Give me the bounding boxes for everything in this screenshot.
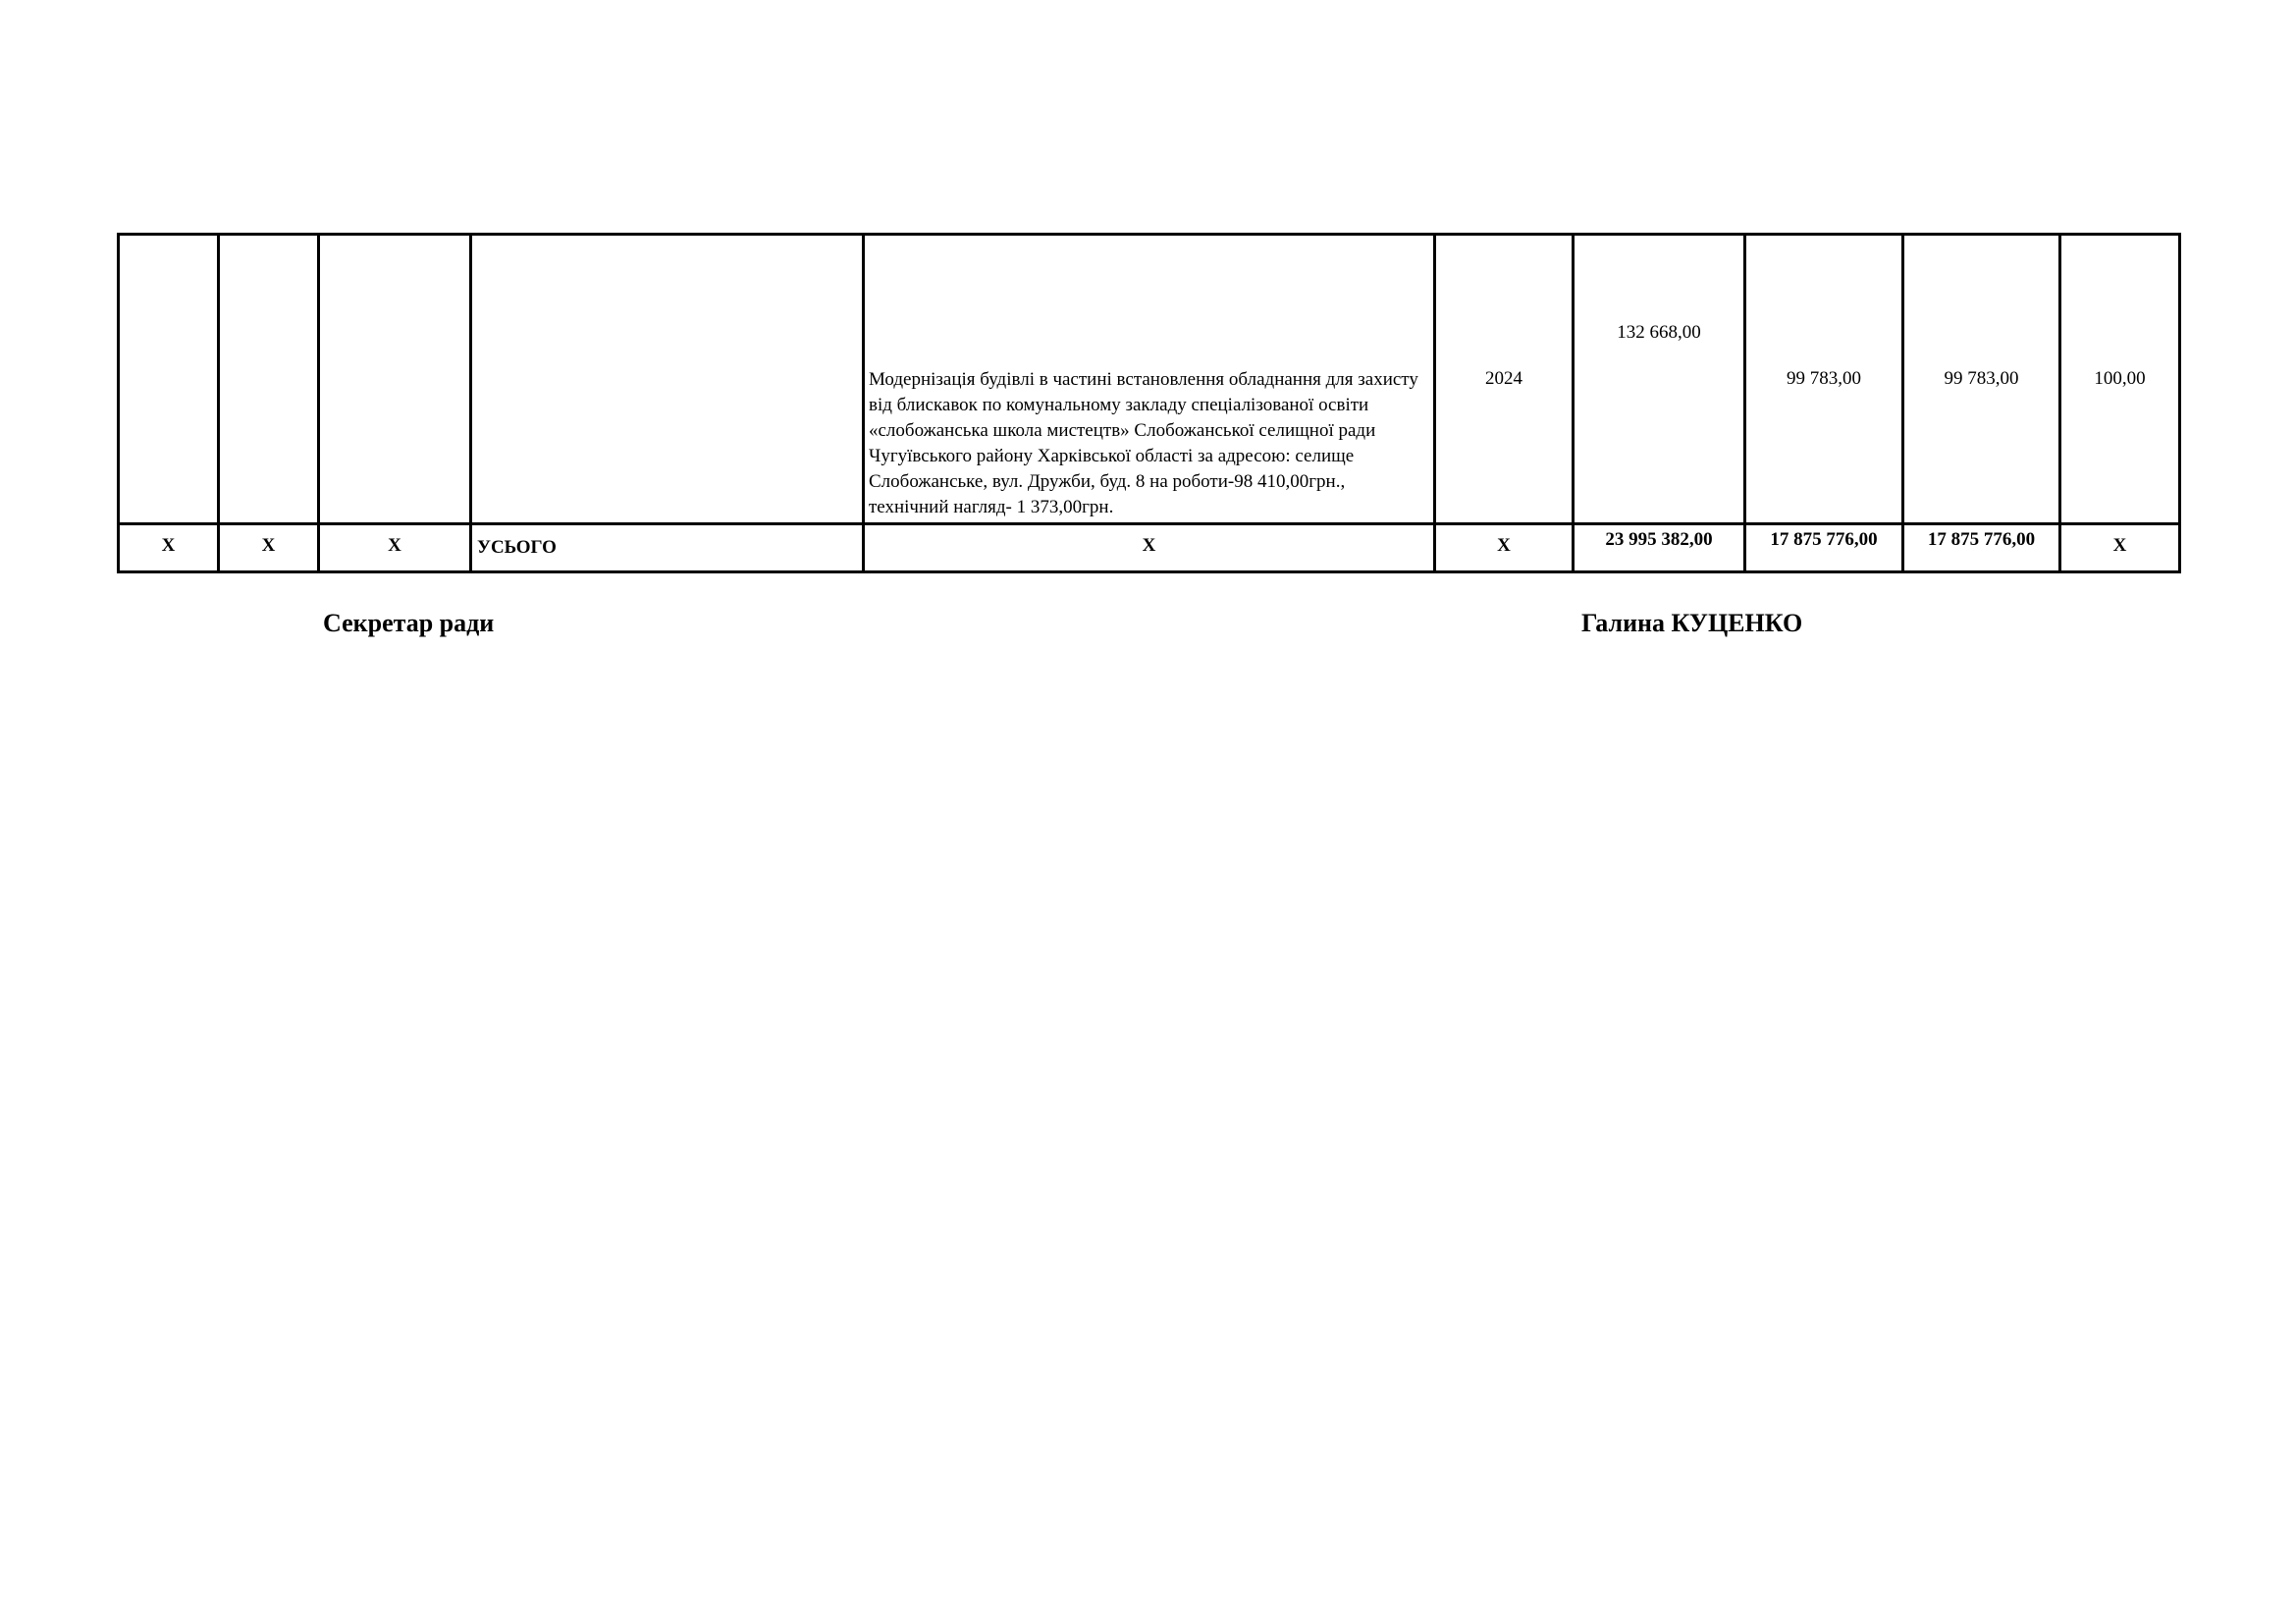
- year-cell: 2024: [1435, 235, 1574, 524]
- table-cell: Х: [319, 524, 471, 572]
- table-cell: Х: [1435, 524, 1574, 572]
- total-label-cell: УСЬОГО: [471, 524, 864, 572]
- project-description-cell: Модернізація будівлі в частині встановлення обладнання для захисту від блискавок по комунальному закладу спеціалізованої освіти «слобожанська школа мистецтв» Слобожанської селищної ради Чугуївського району Харківської області за адресою: селище Слобожанське, вул. Дружби, буд. 8 на роботи-98 410,00грн., технічний нагляд- 1 373,00грн.: [864, 235, 1435, 524]
- table-cell: [219, 235, 319, 524]
- budget-table: [117, 233, 2181, 573]
- table-cell: [319, 235, 471, 524]
- total-sum-cell: 23 995 382,00: [1574, 524, 1745, 572]
- amount-cell: 99 783,00: [1903, 235, 2060, 524]
- percent-cell: 100,00: [2060, 235, 2180, 524]
- table-cell: Х: [219, 524, 319, 572]
- signature-name: Галина КУЦЕНКО: [1581, 609, 1803, 637]
- total-sum-cell: 17 875 776,00: [1745, 524, 1903, 572]
- total-cost-cell: 132 668,00: [1574, 235, 1745, 524]
- table-cell: [119, 235, 219, 524]
- table-cell: [471, 235, 864, 524]
- amount-cell: 99 783,00: [1745, 235, 1903, 524]
- table-row: [119, 235, 2180, 524]
- table-cell: Х: [119, 524, 219, 572]
- signature-title: Секретар ради: [323, 609, 495, 637]
- total-sum-cell: 17 875 776,00: [1903, 524, 2060, 572]
- table-cell: Х: [864, 524, 1435, 572]
- table-row-total: [119, 524, 2180, 572]
- table-cell: Х: [2060, 524, 2180, 572]
